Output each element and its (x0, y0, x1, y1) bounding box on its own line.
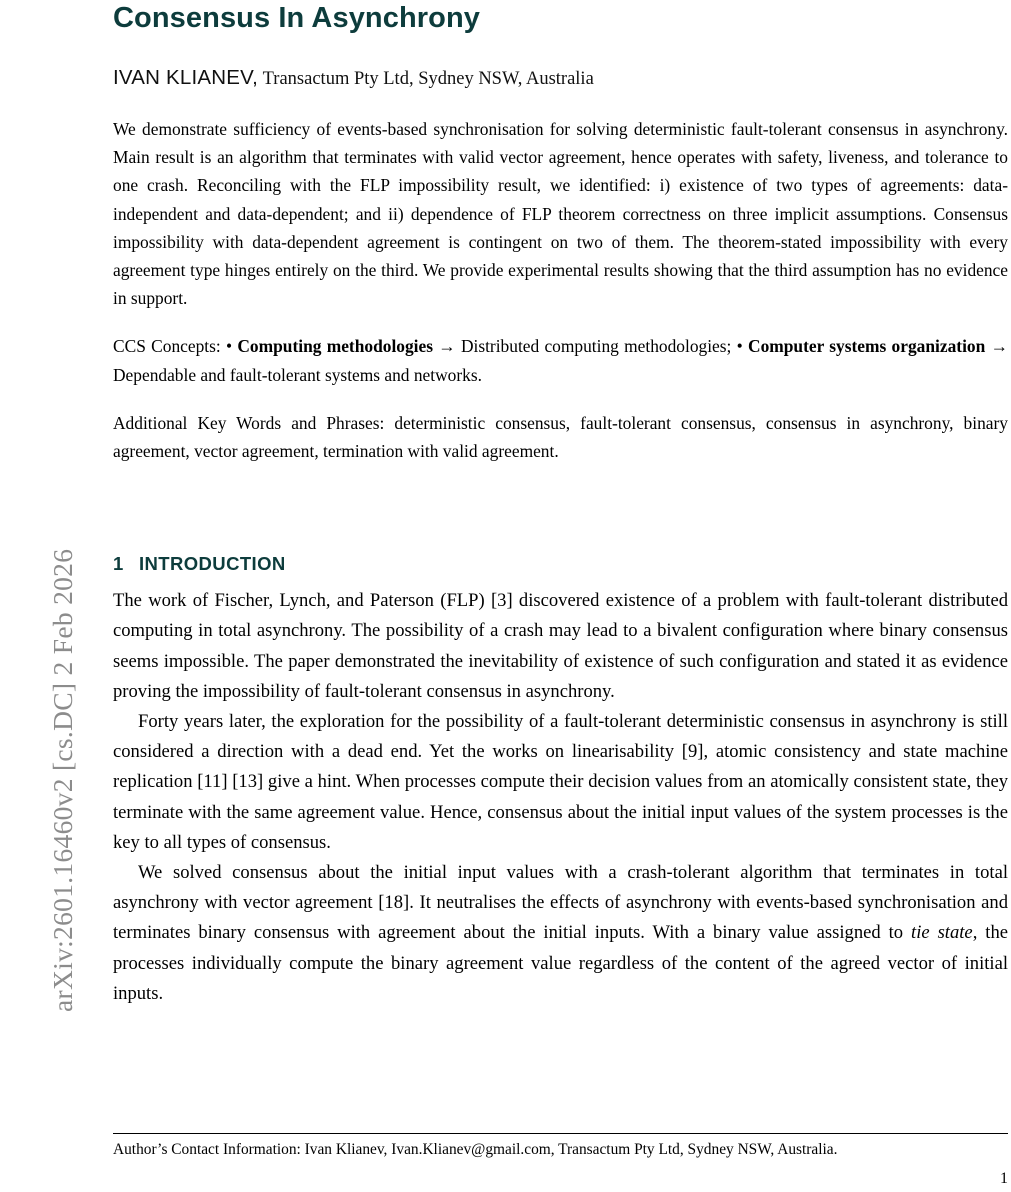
author-affiliation: Transactum Pty Ltd, Sydney NSW, Australia (262, 69, 594, 89)
paragraph (113, 707, 1008, 858)
page-footer (113, 1133, 1008, 1188)
section-heading-introduction (113, 553, 1008, 575)
paragraph-text: We solved consensus about the initial input values with a crash-tolerant algorithm that terminates in total asynchrony with vector agreement [18]. It neutralises the effects of asynchrony with events-based synchronisation and terminates binary consensus with agreement about the initial inputs. With a binary value assigned to (113, 862, 1008, 944)
keywords-text: deterministic consensus, fault-tolerant consensus, consensus in asynchrony, binary agreement, vector agreement, termination with valid agreement. (113, 412, 1008, 462)
section-spacer (113, 465, 1008, 553)
ccs-concept-1: Computing methodologies (237, 336, 433, 357)
keywords (113, 409, 1008, 465)
keywords-label: Additional Key Words and Phrases: (113, 412, 385, 433)
paragraph-text: The work of Fischer, Lynch, and Paterson (FLP) [3] discovered existence of a problem with fault-tolerant distributed computing in total asynchrony. The possibility of a crash may lead to a bivalent configuration where binary consensus seems impossible. The paper demonstrated the inevitability of existence of such configuration and stated it as evidence proving the impossibility of fault-tolerant consensus in asynchrony. (113, 590, 1008, 702)
paragraph (113, 858, 1008, 1009)
abstract: We demonstrate sufficiency of events-based synchronisation for solving deterministic fault-tolerant consensus in asynchrony. Main result is an algorithm that terminates with valid vector agreement, hence operates with safety, liveness, and tolerance to one crash. Reconciling with the FLP impossibility result, we identified: i) existence of two types of agreements: data-independent and data-dependent; and ii) dependence of FLP theorem correctness on three implicit assumptions. Consensus impossibility with data-dependent agreement is contingent on two of them. The theorem-stated impossibility with every agreement type hinges entirely on the third. We provide experimental results showing that the third assumption has no evidence in support. (113, 119, 1008, 309)
author-line (113, 66, 1008, 92)
ccs-detail-2: Dependable and fault-tolerant systems and networks. (113, 364, 482, 385)
ccs-concepts (113, 332, 1008, 388)
footer-divider (113, 1133, 1008, 1134)
page-number: 1 (1000, 1170, 1008, 1187)
paragraph (113, 586, 1008, 707)
arxiv-stamp (0, 0, 78, 1192)
page-title: Consensus In Asynchrony (113, 2, 481, 34)
paragraph-text: , the processes individually compute the binary agreement value regardless of the content of the agreed vector of initial inputs. (113, 922, 1009, 1004)
ccs-arrow-2: → (990, 336, 1008, 357)
ccs-arrow-1: → (438, 336, 456, 357)
paper-page (113, 0, 1008, 1192)
author-name: IVAN KLIANEV, (113, 66, 259, 89)
ccs-bullet-1: • (225, 336, 233, 357)
ccs-bullet-2: • (736, 336, 743, 357)
ccs-label: CCS Concepts: (113, 336, 221, 357)
section-body (113, 586, 1008, 1009)
section-number: 1 (113, 553, 124, 575)
ccs-detail-1: Distributed computing methodologies; (460, 336, 732, 357)
section-title: INTRODUCTION (139, 553, 286, 575)
ccs-concept-2: Computer systems organization (748, 336, 986, 357)
author-contact-note: Author’s Contact Information: Ivan Klianev, Ivan.Klianev@gmail.com, Transactum Pty Ltd, Sydney NSW, Australia. (113, 1141, 838, 1158)
paragraph-text: Forty years later, the exploration for the possibility of a fault-tolerant deterministic consensus in asynchrony is still considered a direction with a dead end. Yet the works on linearisability [9], atomic consistency and state machine replication [11] [13] give a hint. When processes compute their decision values from an atomically consistent state, they terminate with the same agreement value. Hence, consensus about the initial input values of the system processes is the key to all types of consensus. (113, 711, 1008, 853)
emphasis-text: tie state (911, 922, 973, 944)
arxiv-stamp-text: arXiv:2601.16460v2 [cs.DC] 2 Feb 2026 (47, 548, 78, 1012)
